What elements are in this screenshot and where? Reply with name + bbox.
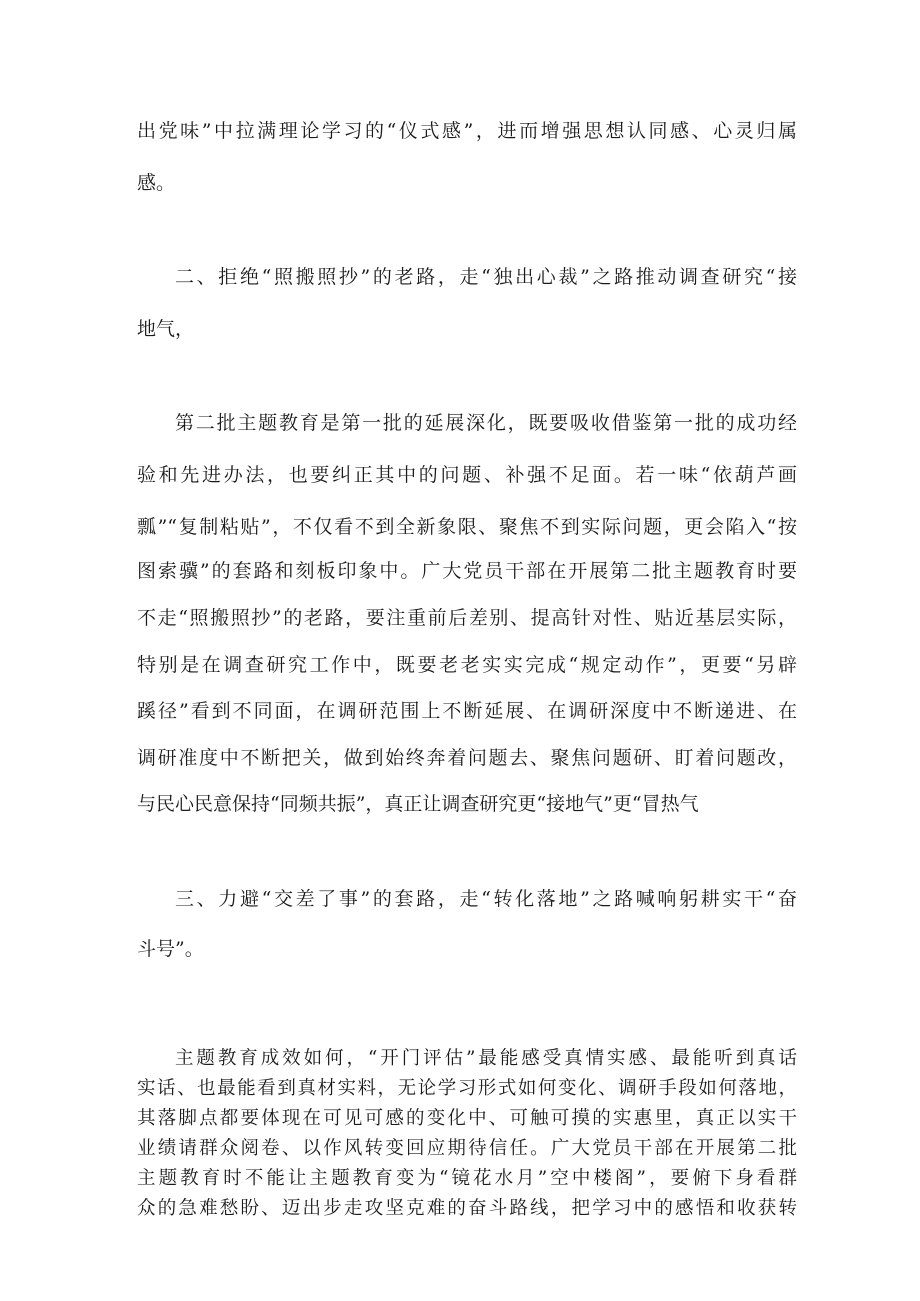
section2-body-line-8: 调研准度中不断把关，做到始终奔着问题去、聚焦问题研、盯着问题改， — [137, 747, 797, 769]
section3-body-line-6: 众的急难愁盼、迈出步走攻坚克难的奋斗路线，把学习中的感悟和收获转 — [137, 1198, 797, 1219]
section2-body-line-1: 第二批主题教育是第一批的延展深化，既要吸收借鉴第一批的成功经 — [175, 412, 797, 434]
section3-body-line-5: 主题教育时不能让主题教育变为“镜花水月”空中楼阁”，要俯下身看群 — [137, 1168, 797, 1189]
section3-heading-line-1: 三、力避“交差了事”的套路，走“转化落地”之路喊响躬耕实干“奋 — [175, 888, 797, 910]
section2-heading-line-2: 地气， — [137, 318, 195, 340]
intro-line-2: 感。 — [137, 172, 176, 194]
intro-line-1: 出党味”中拉满理论学习的“仪式感”，进而增强思想认同感、心灵归属 — [137, 120, 797, 142]
section3-body-line-4: 业绩请群众阅卷、以作风转变回应期待信任。广大党员干部在开展第二批 — [137, 1138, 797, 1159]
section2-body-line-6: 特别是在调查研究工作中，既要老老实实完成“规定动作”，更要“另辟 — [137, 654, 797, 676]
section2-body-line-3: 瓢”“复制粘贴”，不仅看不到全新象限、聚焦不到实际问题，更会陷入“按 — [137, 516, 797, 538]
section2-body-line-5: 不走“照搬照抄”的老路，要注重前后差别、提高针对性、贴近基层实际， — [137, 607, 797, 629]
section2-body-line-7: 蹊径”看到不同面，在调研范围上不断延展、在调研深度中不断递进、在 — [137, 700, 797, 722]
section2-body-line-4: 图索骥”的套路和刻板印象中。广大党员干部在开展第二批主题教育时要 — [137, 560, 797, 582]
section2-body-line-9: 与民心民意保持“同频共振”，真正让调查研究更“接地气”更“冒热气 — [137, 793, 699, 815]
section3-body-line-2: 实话、也最能看到真材实料，无论学习形式如何变化、调研手段如何落地， — [137, 1078, 797, 1099]
section2-body-line-2: 验和先进办法，也要纠正其中的问题、补强不足面。若一味“依葫芦画 — [137, 464, 797, 486]
section3-heading-line-2: 斗号”。 — [137, 938, 204, 960]
section3-body-line-1: 主题教育成效如何，“开门评估”最能感受真情实感、最能听到真话 — [175, 1048, 797, 1069]
section3-body-line-3: 其落脚点都要体现在可见可感的变化中、可触可摸的实惠里，真正以实干 — [137, 1108, 797, 1129]
section2-heading-line-1: 二、拒绝“照搬照抄”的老路，走“独出心裁”之路推动调查研究“接 — [175, 266, 797, 288]
